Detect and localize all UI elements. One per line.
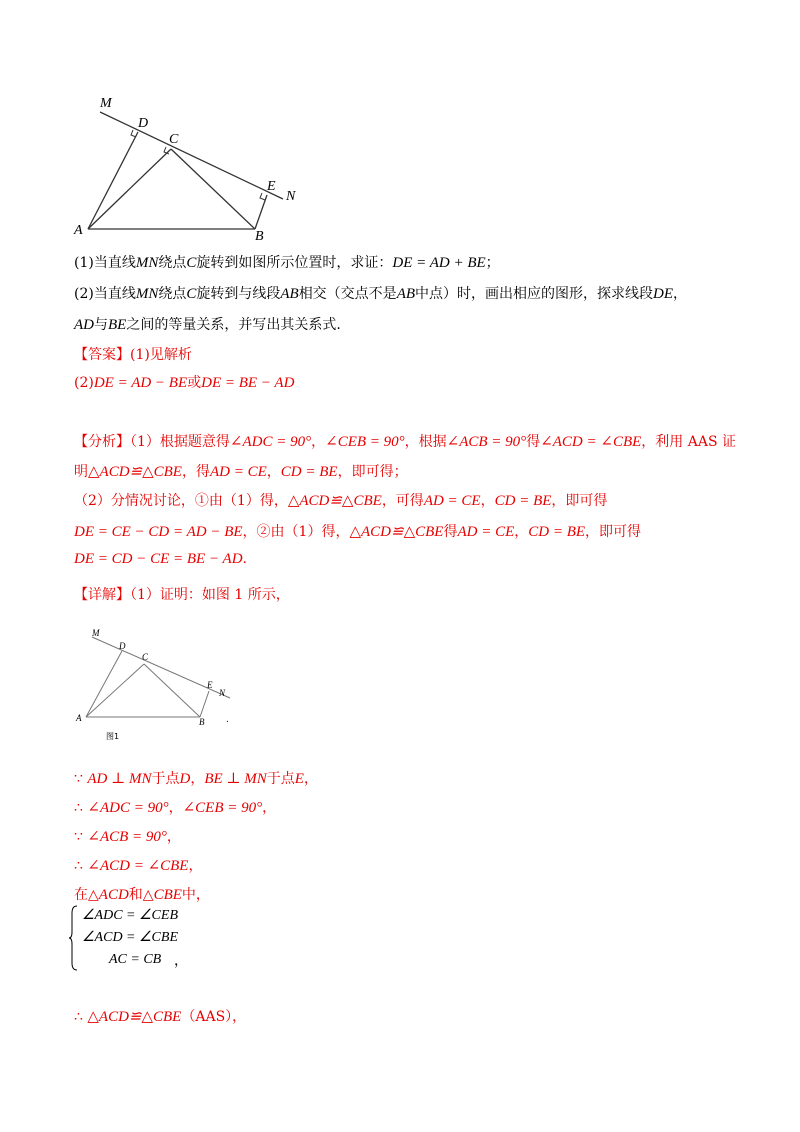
analysis-line-5: DE = CD − CE = BE − AD. xyxy=(74,551,247,567)
system-row-1: ∠ADC = ∠CEB xyxy=(82,908,178,923)
analysis-line-2: 明△ACD≌△CBE，得AD = CE，CD = BE，即可得； xyxy=(74,464,408,480)
label-m: M xyxy=(100,96,112,111)
proof-step-5: 在△ACD和△CBE中， xyxy=(74,887,210,903)
proof-step-4: ∴ ∠ACD = ∠CBE， xyxy=(74,858,203,874)
fig1-label-m: M xyxy=(92,628,100,638)
label-e: E xyxy=(267,179,276,194)
fig1-caption: 图1 xyxy=(106,732,120,741)
proof-conclusion: ∴ △ACD≌△CBE（AAS）， xyxy=(74,1009,247,1025)
proof-step-2: ∴ ∠ADC = 90°，∠CEB = 90°， xyxy=(74,800,277,816)
answer-line-2: (2)DE = AD − BE或DE = BE − AD xyxy=(74,375,295,391)
proof-step-1: ∵ AD ⊥ MN于点D，BE ⊥ MN于点E， xyxy=(74,771,318,787)
analysis-line-1: 【分析】（1）根据题意得∠ADC = 90°，∠CEB = 90°，根据∠ACB = 90°得∠ACD = ∠CBE，利用 AAS 证 xyxy=(74,434,736,450)
fig1-label-a: A xyxy=(76,713,82,723)
question-part-2: (2)当直线MN绕点C旋转到与线段AB相交（交点不是AB中点）时，画出相应的图形，探求线段DE， xyxy=(74,286,688,302)
label-a: A xyxy=(74,223,83,238)
system-end-comma: ， xyxy=(174,953,188,969)
fig1-label-e: E xyxy=(207,680,213,690)
brace-icon xyxy=(68,905,78,971)
fig1-period: . xyxy=(226,715,229,725)
answer-line-1: 【答案】(1)见解析 xyxy=(74,347,192,363)
fig1-label-n: N xyxy=(219,688,226,698)
detail-intro: 【详解】（1）证明：如图 1 所示， xyxy=(74,587,290,603)
system-row-3: AC = CB xyxy=(109,952,162,967)
triangle-figure-1 xyxy=(72,626,242,744)
question-part-2-cont: AD与BE之间的等量关系，并写出其关系式. xyxy=(74,317,341,333)
label-d: D xyxy=(138,116,149,131)
question-part-1: (1)当直线MN绕点C旋转到如图所示位置时，求证：DE = AD + BE； xyxy=(74,255,500,271)
analysis-line-4: DE = CE − CD = AD − BE，②由（1）得，△ACD≌△CBE得AD = CE，CD = BE，即可得 xyxy=(74,524,642,540)
system-row-2: ∠ACD = ∠CBE xyxy=(82,930,178,945)
fig1-label-c: C xyxy=(142,652,149,662)
label-c: C xyxy=(169,132,179,147)
triangle-figure-main xyxy=(70,90,310,245)
proof-step-3: ∵ ∠ACB = 90°， xyxy=(74,829,181,845)
fig1-label-b: B xyxy=(199,717,205,727)
label-n: N xyxy=(286,189,296,204)
label-b: B xyxy=(255,229,264,244)
fig1-label-d: D xyxy=(119,641,126,651)
analysis-line-3: （2）分情况讨论，①由（1）得，△ACD≌△CBE，可得AD = CE，CD = BE，即可得 xyxy=(74,493,608,509)
equation-system xyxy=(74,905,178,971)
